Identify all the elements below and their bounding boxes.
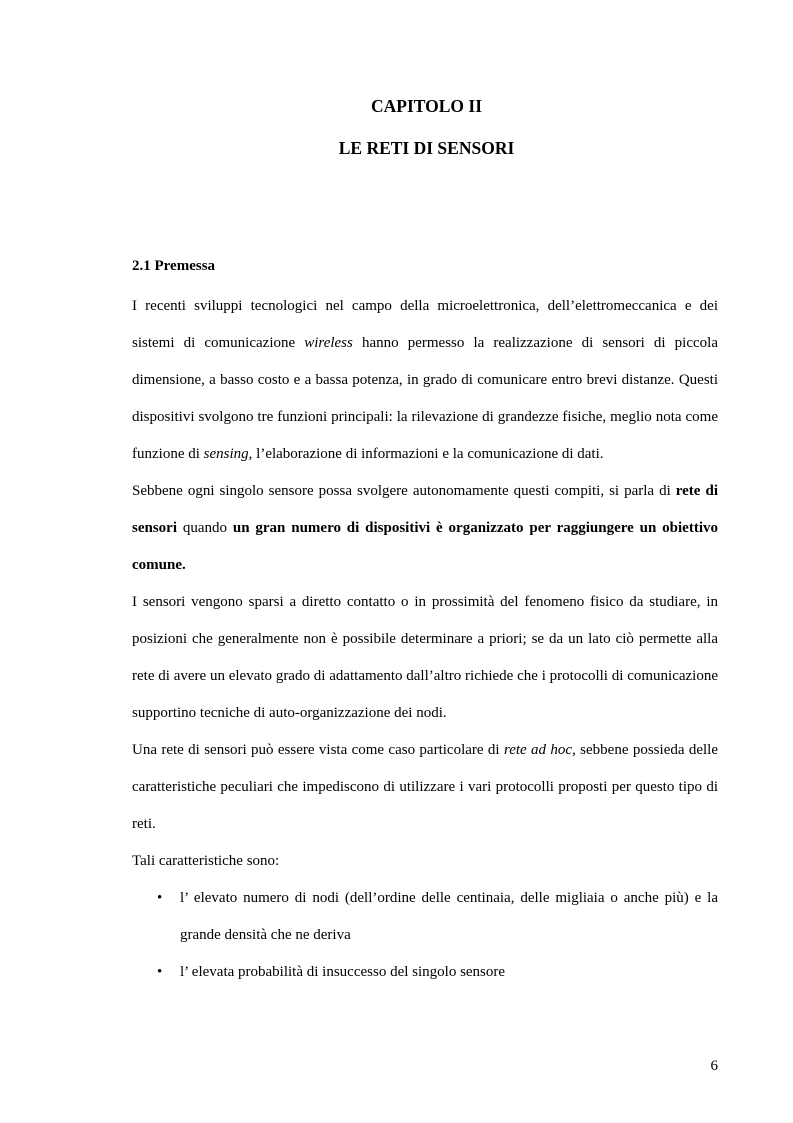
- list-item: [132, 954, 718, 991]
- paragraph: [132, 584, 718, 732]
- text-run: Sebbene ogni singolo sensore possa svolgere autonomamente questi compiti, si parla di: [132, 483, 676, 499]
- bullet-icon: •: [157, 890, 163, 906]
- text-run: Tali caratteristiche sono:: [132, 853, 280, 869]
- page-number: 6: [710, 1058, 718, 1074]
- italic-term: rete ad hoc,: [503, 742, 576, 758]
- body-text: [132, 288, 718, 991]
- bold-term: un gran numero di dispositivi è organizzato per raggiungere un obiettivo comune.: [132, 520, 718, 573]
- text-run: quando: [177, 520, 233, 536]
- section-heading: 2.1 Premessa: [132, 258, 216, 274]
- chapter-title: LE RETI DI SENSORI: [338, 138, 515, 158]
- bold-term: rete di sensori: [132, 483, 718, 536]
- paragraph: [132, 843, 718, 880]
- text-run: sebbene possieda delle caratteristiche peculiari che impediscono di utilizzare i vari protocolli proposti per questo tipo di reti.: [132, 742, 719, 832]
- bullet-list: [132, 880, 718, 991]
- list-item-text: l’ elevato numero di nodi (dell’ordine delle centinaia, delle migliaia o anche più) e la grande densità che ne deriva: [180, 890, 718, 943]
- text-run: l’elaborazione di informazioni e la comunicazione di dati.: [252, 446, 604, 462]
- paragraph: [132, 473, 718, 584]
- bullet-icon: •: [157, 964, 163, 980]
- italic-term: sensing,: [203, 446, 253, 462]
- text-run: Una rete di sensori può essere vista come caso particolare di: [132, 742, 504, 758]
- list-item: [132, 880, 718, 954]
- paragraph: [132, 288, 718, 473]
- text-run: I sensori vengono sparsi a diretto contatto o in prossimità del fenomeno fisico da studiare, in posizioni che generalmente non è possibile determinare a priori; se da un lato ciò permette alla rete di avere un elevato grado di adattamento dall’altro richiede che i protocolli di comunicazione supportino tecniche di auto-organizzazione dei nodi.: [132, 594, 718, 721]
- italic-term: wireless: [304, 335, 353, 351]
- text-run: I recenti sviluppi tecnologici nel campo della microelettronica, dell’elettromeccanica e dei sistemi di comunicazione: [132, 298, 718, 351]
- list-item-text: l’ elevata probabilità di insuccesso del singolo sensore: [180, 964, 506, 980]
- chapter-number: CAPITOLO II: [370, 96, 483, 116]
- text-run: hanno permesso la realizzazione di sensori di piccola dimensione, a basso costo e a bassa potenza, in grado di comunicare entro brevi distanze. Questi dispositivi svolgono tre funzioni principali: la rilevazione di grandezze fisiche, meglio nota come funzione di: [132, 335, 718, 462]
- paragraph: [132, 732, 718, 843]
